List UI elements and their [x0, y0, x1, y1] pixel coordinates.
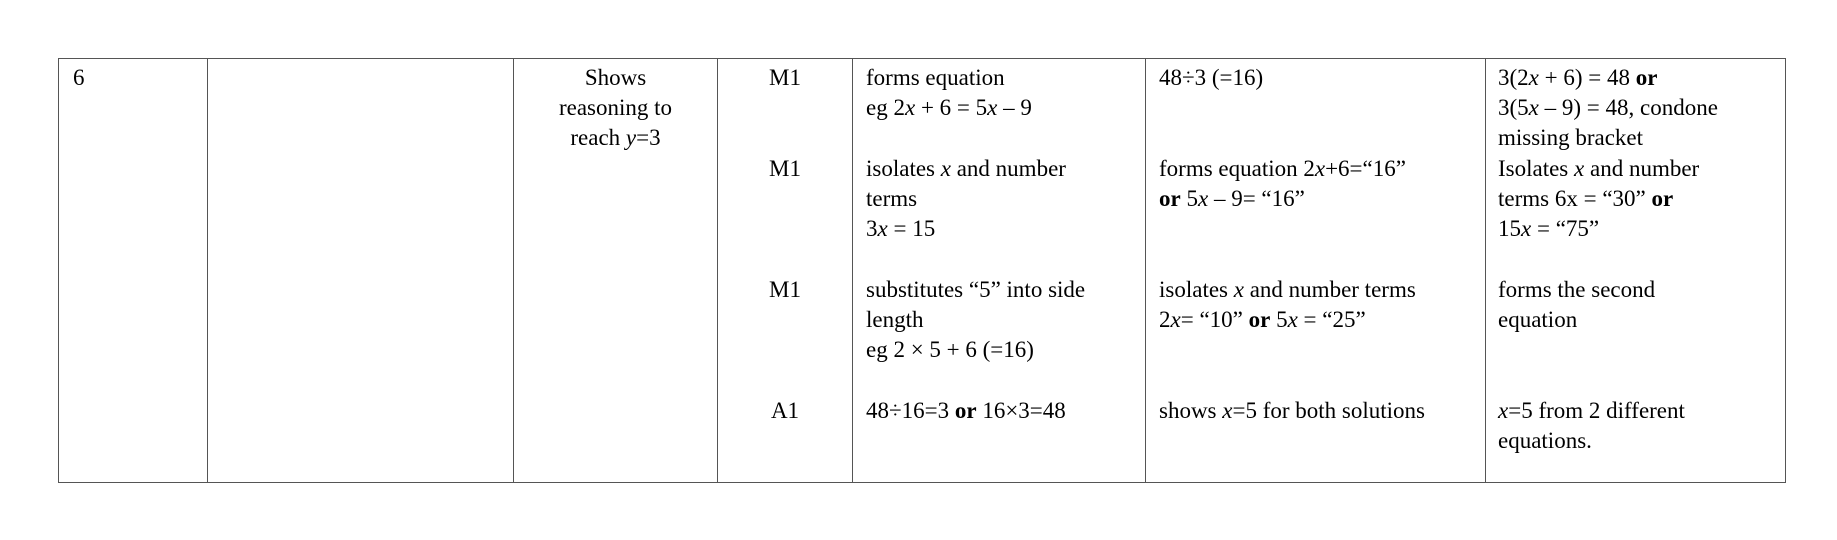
guidance-row-4: 48÷16=3 or 16×3=48	[866, 398, 1066, 423]
question-number-cell	[59, 59, 208, 482]
answer-cell	[514, 59, 718, 482]
guidance-row-2: isolates x and number terms 3x = 15	[866, 156, 1066, 241]
mark-scheme-table	[58, 58, 1786, 483]
mark-row-4: A1	[770, 398, 800, 423]
guidance-cell	[853, 59, 1146, 482]
guidance-row-1: forms equation eg 2x + 6 = 5x – 9	[866, 65, 1032, 120]
alternative-2-cell	[1486, 59, 1785, 482]
alt2-row-1: 3(2x + 6) = 48 or 3(5x – 9) = 48, condone missing bracket	[1498, 65, 1718, 150]
answer-line-2: reasoning to	[558, 95, 673, 120]
working-cell	[208, 59, 514, 482]
alt2-row-2: Isolates x and number terms 6x = “30” or 15x = “75”	[1498, 156, 1700, 241]
alt1-row-1: 48÷3 (=16)	[1159, 65, 1264, 90]
marks-cell	[718, 59, 853, 482]
guidance-row-3: substitutes “5” into side length eg 2 × 5 + 6 (=16)	[866, 277, 1086, 362]
alt1-row-3: isolates x and number terms 2x= “10” or 5x = “25”	[1159, 277, 1416, 332]
mark-row-1: M1	[769, 65, 801, 90]
alt2-row-4: x=5 from 2 different equations.	[1498, 398, 1685, 453]
alternative-1-cell	[1146, 59, 1486, 482]
mark-row-3: M1	[769, 277, 801, 302]
answer-line-1: Shows	[584, 65, 647, 90]
mark-row-2: M1	[769, 156, 801, 181]
alt2-row-3: forms the second equation	[1498, 277, 1656, 332]
alt1-row-2: forms equation 2x+6=“16” or 5x – 9= “16”	[1159, 156, 1406, 211]
answer-line-3: reach y=3	[570, 125, 661, 150]
alt1-row-4: shows x=5 for both solutions	[1159, 398, 1425, 423]
question-number: 6	[73, 65, 85, 90]
